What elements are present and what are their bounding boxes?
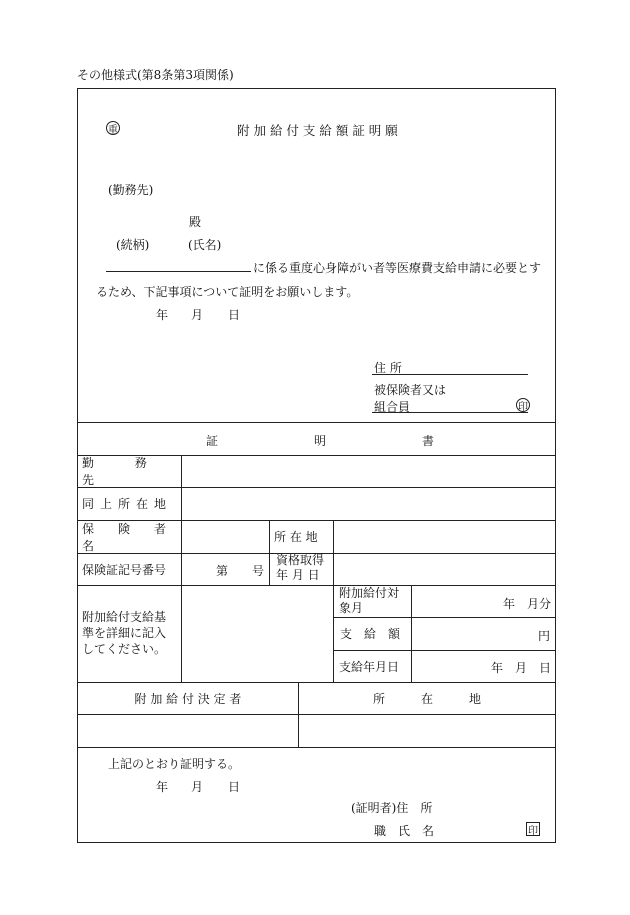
insured-label-2: 組合員 <box>374 400 411 414</box>
workplace-address-label: 同上所在地 <box>82 497 173 511</box>
name-label: (氏名) <box>188 238 222 252</box>
applicant-address-label: 住 所 <box>374 361 402 375</box>
request-line-1: に係る重度心身障がい者等医療費支給申請に必要とす <box>253 261 542 275</box>
certificate-date-year: 年 <box>156 780 169 794</box>
applicant-name-line[interactable] <box>106 271 251 272</box>
certificate-form <box>77 88 556 843</box>
form-caption: その他様式(第8条第3項関係) <box>77 68 234 82</box>
qualification-date-field[interactable] <box>334 554 554 585</box>
certificate-heading-2: 明 <box>314 434 327 448</box>
certificate-date-month: 月 <box>191 780 204 794</box>
relationship-label: (続柄) <box>116 238 150 252</box>
applicant-address-line[interactable] <box>372 374 528 375</box>
closing-statement: 上記のとおり証明する。 <box>108 757 241 771</box>
applicant-seal: 印 <box>516 398 530 412</box>
certificate-heading-1: 証 <box>206 434 219 448</box>
application-date-month: 月 <box>191 308 204 322</box>
insured-name-line[interactable] <box>372 412 528 413</box>
decider-field[interactable] <box>78 715 297 747</box>
target-month-label-2: 象月 <box>339 601 364 615</box>
amount-label: 支 給 額 <box>340 627 401 641</box>
application-title: 附 加 給 付 支 給 額 証 明 願 <box>237 123 398 138</box>
workplace-field[interactable] <box>182 456 554 487</box>
criteria-label-3: してください。 <box>82 642 167 656</box>
payment-date-value: 年 月 日 <box>491 661 552 675</box>
workplace-row-label: 勤 務 先 <box>82 456 188 487</box>
location-field[interactable] <box>334 521 554 553</box>
target-month-label-1: 附加給付対 <box>339 586 400 600</box>
insurer-name-label: 保 険 者 名 <box>82 521 191 553</box>
location-label: 所 在 地 <box>274 530 318 544</box>
insurance-number-label: 保険証記号番号 <box>82 562 167 577</box>
stamp-mark: 重 <box>106 121 120 135</box>
criteria-label-1: 附加給付支給基 <box>82 610 167 624</box>
application-date-year: 年 <box>156 308 169 322</box>
request-line-2: るため、下記事項について証明をお願いします。 <box>96 285 359 299</box>
decider-label: 附 加 給 付 決 定 者 <box>134 691 242 706</box>
workplace-address-field[interactable] <box>182 488 554 520</box>
decider-location-label: 所 在 地 <box>372 691 481 706</box>
insurer-name-field[interactable] <box>182 521 268 553</box>
amount-unit: 円 <box>538 629 551 643</box>
certifier-address-label: (証明者)住 所 <box>351 801 433 815</box>
criteria-field[interactable] <box>182 586 332 682</box>
criteria-label-2: 準を詳細に記入 <box>82 626 167 640</box>
payment-date-label: 支給年月日 <box>339 659 400 674</box>
official-name-label: 職 氏 名 <box>374 824 435 838</box>
certifier-seal: 印 <box>526 822 540 836</box>
decider-location-field[interactable] <box>299 715 555 747</box>
qualification-label-1: 資格取得 <box>276 553 325 567</box>
insured-label-1: 被保険者又は <box>374 383 447 397</box>
target-month-value: 年 月分 <box>503 597 552 611</box>
number-prefix: 第 <box>216 564 229 578</box>
certificate-date-day: 日 <box>228 780 241 794</box>
application-date-day: 日 <box>228 308 241 322</box>
number-suffix: 号 <box>252 564 265 578</box>
honorific-label: 殿 <box>189 215 202 229</box>
certificate-heading-3: 書 <box>422 434 435 448</box>
workplace-label: (勤務先) <box>108 183 154 197</box>
qualification-label-2: 年 月 日 <box>276 568 320 582</box>
